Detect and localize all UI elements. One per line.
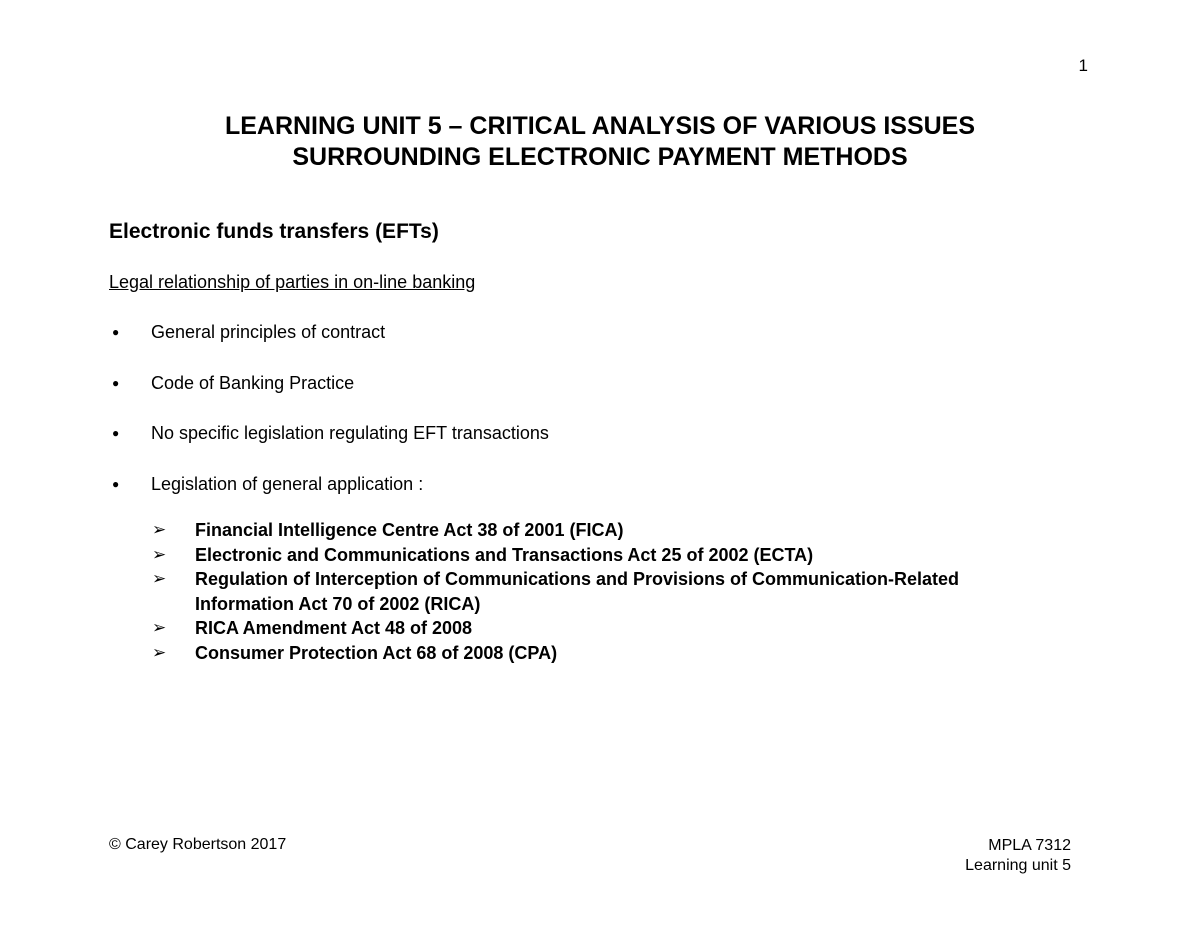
legislation-item [152,641,1035,666]
footer-unit-label: Learning unit 5 [965,857,1071,874]
arrow-bullet-icon: ➢ [152,520,167,539]
arrow-bullet-icon: ➢ [152,544,167,564]
legislation-item [152,518,1035,543]
page-title-line-2: SURROUNDING ELECTRONIC PAYMENT METHODS [292,143,908,171]
bullet-icon: ● [112,476,120,491]
legislation-item [152,616,1035,641]
bullet-icon: ● [112,375,120,390]
section-heading: Electronic funds transfers (EFTs) [109,220,439,243]
bullet-list [109,320,549,522]
bullet-text: Legislation of general application : [151,473,424,494]
legislation-item [152,567,1035,616]
arrow-bullet-icon: ➢ [152,618,167,637]
bullet-item [109,421,549,472]
footer-course-code: MPLA 7312 [988,837,1071,854]
section-subheading: Legal relationship of parties in on-line banking [109,272,476,292]
legislation-text: Consumer Protection Act 68 of 2008 (CPA) [195,642,558,663]
bullet-icon: ● [112,426,120,440]
legislation-item [152,543,1035,568]
arrow-bullet-icon: ➢ [152,642,167,662]
legislation-list [152,518,1035,665]
bullet-text: Code of Banking Practice [151,372,355,393]
page-title [0,111,1200,173]
bullet-item [109,472,549,523]
bullet-text: General principles of contract [151,322,386,342]
bullet-text: No specific legislation regulating EFT transactions [151,423,549,443]
page-title-line-1: LEARNING UNIT 5 – CRITICAL ANALYSIS OF VARIOUS ISSUES [224,112,976,140]
legislation-text: Electronic and Communications and Transactions Act 25 of 2002 (ECTA) [195,544,814,565]
footer-course-info [965,836,1071,876]
page-number: 1 [1078,56,1088,75]
bullet-item [109,371,549,422]
legislation-text: Regulation of Interception of Communications and Provisions of Communication-Related Information Act 70 of 2002 (RICA) [195,569,960,614]
legislation-text: RICA Amendment Act 48 of 2008 [195,618,473,638]
footer-copyright: © Carey Robertson 2017 [109,836,287,853]
legislation-text: Financial Intelligence Centre Act 38 of 2001 (FICA) [195,520,624,540]
bullet-item [109,320,549,371]
arrow-bullet-icon: ➢ [152,569,167,588]
bullet-icon: ● [112,325,120,339]
